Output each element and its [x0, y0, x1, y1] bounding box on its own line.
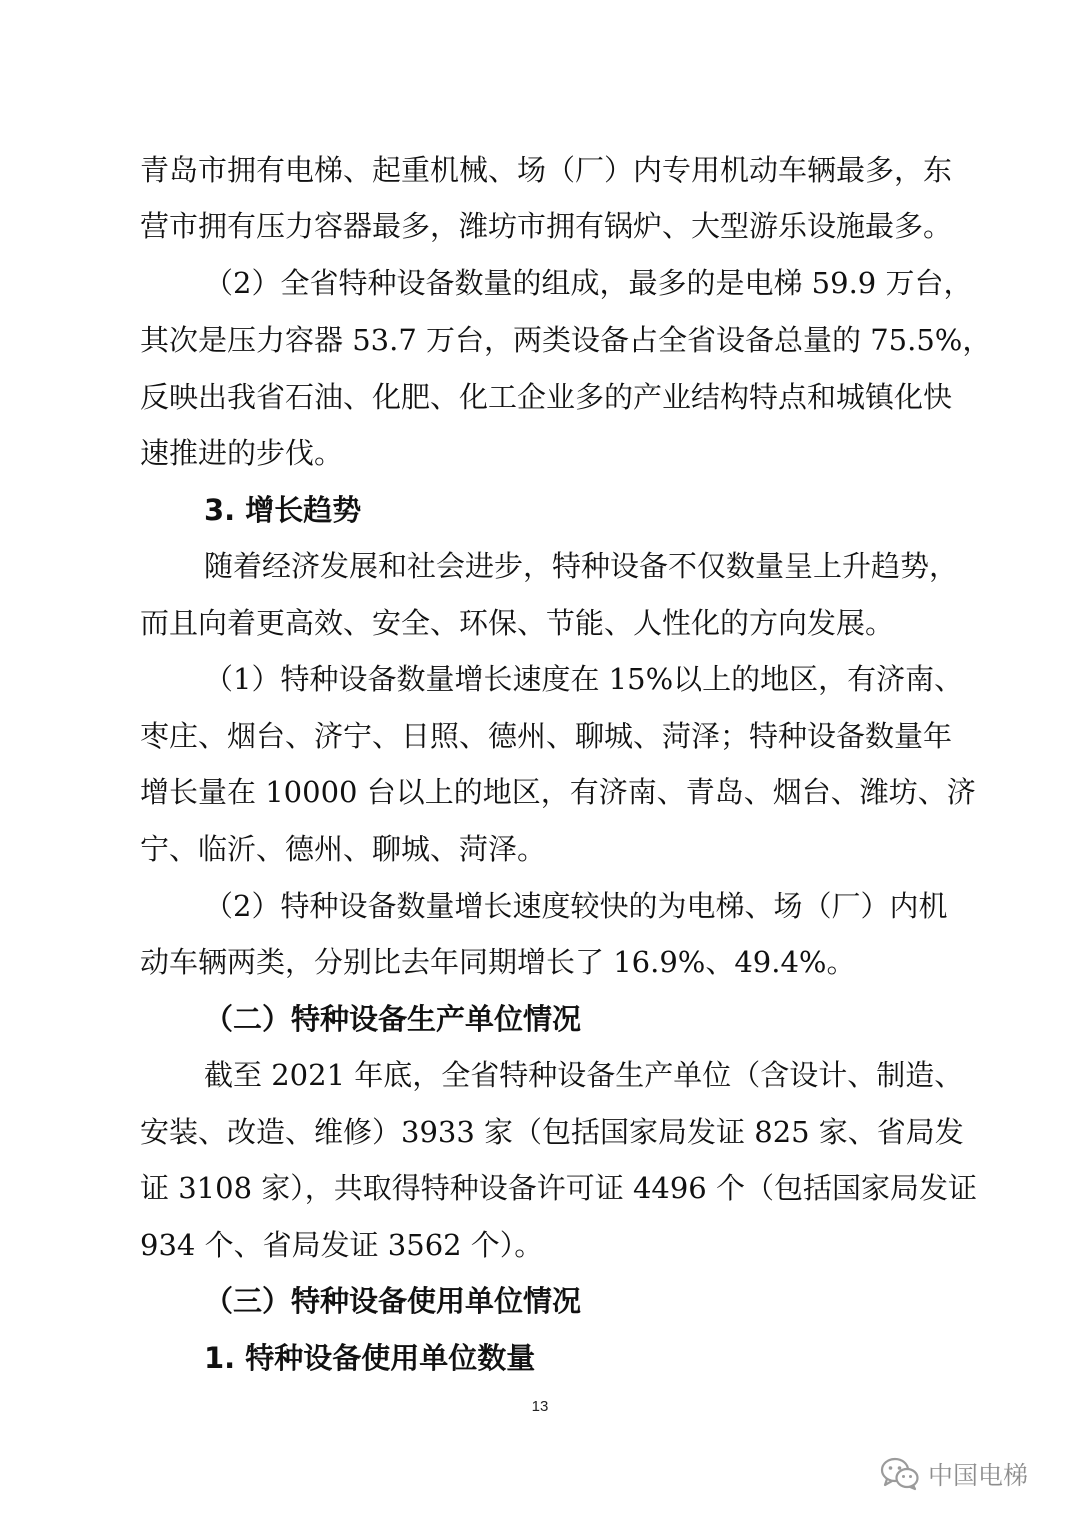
paragraph-line: 截至 2021 年底，全省特种设备生产单位（含设计、制造、 — [204, 1058, 964, 1092]
watermark-text: 中国电梯 — [928, 1461, 1029, 1490]
paragraph-line: 宁、临沂、德州、聊城、菏泽。 — [140, 832, 547, 866]
paragraph-line: （2）全省特种设备数量的组成，最多的是电梯 59.9 万台， — [204, 266, 973, 300]
wechat-icon — [880, 1457, 920, 1491]
paragraph-line: 其次是压力容器 53.7 万台，两类设备占全省设备总量的 75.5%， — [140, 323, 992, 357]
paragraph-line: 增长量在 10000 台以上的地区，有济南、青岛、烟台、潍坊、济 — [140, 775, 976, 809]
watermark — [880, 1454, 1028, 1494]
section-heading: 1. 特种设备使用单位数量 — [204, 1341, 536, 1375]
paragraph-line: 反映出我省石油、化肥、化工企业多的产业结构特点和城镇化快 — [140, 380, 953, 414]
paragraph-line: 速推进的步伐。 — [140, 436, 344, 470]
paragraph-line: （1）特种设备数量增长速度在 15%以上的地区，有济南、 — [204, 662, 964, 696]
paragraph-line: 青岛市拥有电梯、起重机械、场（厂）内专用机动车辆最多，东 — [140, 153, 953, 187]
paragraph-line: 证 3108 家），共取得特种设备许可证 4496 个（包括国家局发证 — [140, 1171, 977, 1205]
page-number: 13 — [531, 1398, 549, 1415]
paragraph-line: 而且向着更高效、安全、环保、节能、人性化的方向发展。 — [140, 606, 895, 640]
section-heading: （二）特种设备生产单位情况 — [204, 1002, 582, 1036]
section-heading: 3. 增长趋势 — [204, 493, 362, 527]
paragraph-line: 枣庄、烟台、济宁、日照、德州、聊城、菏泽；特种设备数量年 — [140, 719, 953, 753]
paragraph-line: 安装、改造、维修）3933 家（包括国家局发证 825 家、省局发 — [140, 1115, 964, 1149]
paragraph-line: 动车辆两类，分别比去年同期增长了 16.9%、49.4%。 — [140, 945, 856, 979]
paragraph-line: 营市拥有压力容器最多，潍坊市拥有锅炉、大型游乐设施最多。 — [140, 209, 953, 243]
paragraph-line: 随着经济发展和社会进步，特种设备不仅数量呈上升趋势， — [204, 549, 959, 583]
paragraph-line: （2）特种设备数量增长速度较快的为电梯、场（厂）内机 — [204, 889, 948, 923]
section-heading: （三）特种设备使用单位情况 — [204, 1284, 582, 1318]
paragraph-line: 934 个、省局发证 3562 个）。 — [140, 1228, 544, 1262]
